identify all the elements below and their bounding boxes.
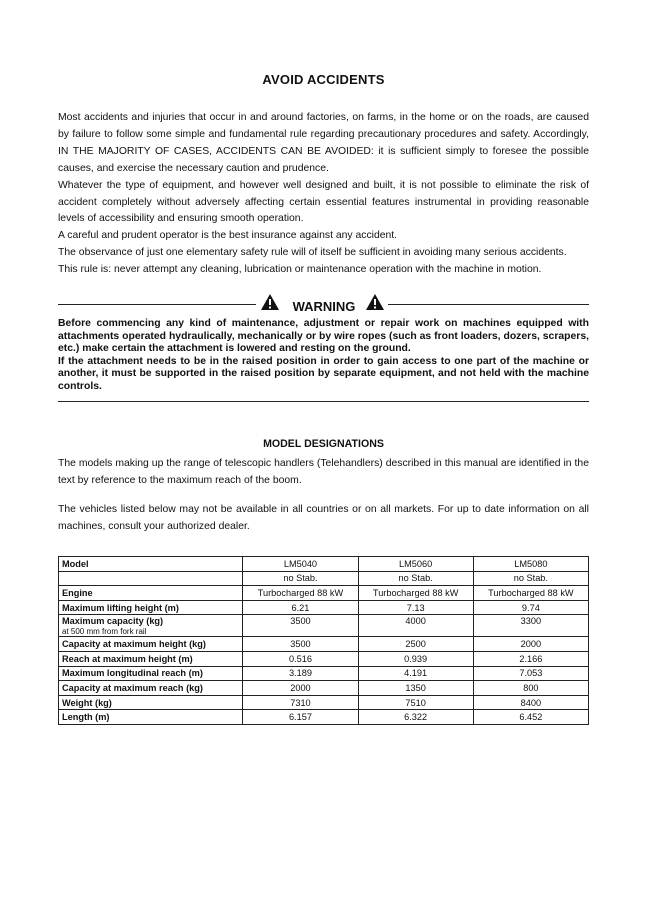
row-label: Reach at maximum height (m)	[62, 653, 193, 664]
warning-title: WARNING	[292, 299, 356, 314]
value-cell: 7.053	[473, 666, 588, 681]
header-cell: LM5060	[358, 557, 473, 572]
table-row	[59, 695, 589, 710]
availability-note	[58, 502, 589, 535]
row-note: at 500 mm from fork rail	[62, 627, 147, 637]
value-cell: 0.939	[358, 651, 473, 666]
value-cell: 3500	[243, 637, 358, 652]
warning-triangle-icon	[260, 293, 280, 311]
value-cell: 1350	[358, 681, 473, 696]
row-label: Length (m)	[62, 712, 110, 723]
subheader-cell: no Stab.	[358, 571, 473, 586]
row-label: Capacity at maximum height (kg)	[62, 639, 206, 650]
row-label-cell	[59, 681, 243, 696]
value-cell: 4.191	[358, 666, 473, 681]
table-subheader-row	[59, 571, 589, 586]
header-cell: LM5080	[473, 557, 588, 572]
value-cell: 7.13	[358, 600, 473, 615]
models-paragraph: The models making up the range of telescopic handlers (Telehandlers) described in this manual are identified in the text by reference to the maximum reach of the boom.	[58, 458, 589, 486]
table-row	[59, 637, 589, 652]
intro-paragraph: This rule is: never attempt any cleaning, lubrication or maintenance operation with the machine in motion.	[58, 264, 542, 276]
value-cell: 3500	[243, 615, 358, 637]
models-paragraph: The vehicles listed below may not be available in all countries or on all markets. For up to date information on all machines, consult your authorized dealer.	[58, 504, 589, 532]
value-cell: 2000	[243, 681, 358, 696]
value-cell: 8400	[473, 695, 588, 710]
section-title: MODEL DESIGNATIONS	[263, 438, 384, 450]
row-label: Weight (kg)	[62, 697, 112, 708]
subheader-cell	[59, 571, 243, 586]
row-label-cell	[59, 695, 243, 710]
value-cell: 0.516	[243, 651, 358, 666]
value-cell: Turbocharged 88 kW	[243, 586, 358, 601]
warning-rule-right	[388, 304, 589, 305]
value-cell: Turbocharged 88 kW	[358, 586, 473, 601]
warning-header	[58, 293, 589, 317]
row-label: Engine	[62, 587, 93, 598]
subheader-cell: no Stab.	[243, 571, 358, 586]
row-label-cell	[59, 710, 243, 725]
page-title: AVOID ACCIDENTS	[262, 72, 385, 87]
intro-paragraph: A careful and prudent operator is the best insurance against any accident.	[58, 230, 398, 242]
row-label: Maximum longitudinal reach (m)	[62, 668, 203, 679]
models-description	[58, 456, 589, 489]
value-cell: 3.189	[243, 666, 358, 681]
table-row	[59, 586, 589, 601]
model-spec-table	[58, 556, 589, 725]
row-label-cell	[59, 600, 243, 615]
value-cell: 800	[473, 681, 588, 696]
value-cell: 7510	[358, 695, 473, 710]
subheader-cell: no Stab.	[473, 571, 588, 586]
warning-bottom-rule	[58, 401, 589, 402]
table-row	[59, 615, 589, 637]
value-cell: 3300	[473, 615, 588, 637]
warning-paragraph: Before commencing any kind of maintenance, adjustment or repair work on machines equipped with attachments operated hydraulically, mechanically or by wire ropes (such as front loaders, dozers, scrapers, etc.) make certain the attachment is lowered and resting on the ground.	[58, 318, 589, 355]
warning-triangle-icon	[365, 293, 385, 311]
value-cell: 6.21	[243, 600, 358, 615]
table-row	[59, 651, 589, 666]
row-label: Maximum lifting height (m)	[62, 602, 179, 613]
row-label-cell	[59, 651, 243, 666]
warning-paragraph: If the attachment needs to be in the raised position in order to gain access to one part of the machine or another, it must be supported in the raised position by separate equipment, and not held with the machine controls.	[58, 355, 589, 392]
intro-paragraph: The observance of just one elementary safety rule will of itself be sufficient in avoiding many serious accidents.	[58, 247, 567, 259]
row-label: Maximum capacity (kg)	[62, 616, 164, 627]
value-cell: 7310	[243, 695, 358, 710]
value-cell: Turbocharged 88 kW	[473, 586, 588, 601]
value-cell: 4000	[358, 615, 473, 637]
value-cell: 2000	[473, 637, 588, 652]
row-label-cell	[59, 637, 243, 652]
table-header-row	[59, 557, 589, 572]
warning-rule-left	[58, 304, 256, 305]
intro-text	[58, 110, 589, 279]
header-cell: Model	[59, 557, 243, 572]
table-row	[59, 710, 589, 725]
value-cell: 2.166	[473, 651, 588, 666]
row-label: Capacity at maximum reach (kg)	[62, 682, 203, 693]
value-cell: 9.74	[473, 600, 588, 615]
value-cell: 6.322	[358, 710, 473, 725]
row-label-cell	[59, 586, 243, 601]
warning-text	[58, 318, 589, 394]
intro-paragraph: Whatever the type of equipment, and however well designed and built, it is not possible to eliminate the risk of accident completely without adversely affecting certain essential features instrumental in providing reasonable levels of accessibility and ensuring smooth operation.	[58, 179, 589, 225]
value-cell: 2500	[358, 637, 473, 652]
row-label-cell	[59, 666, 243, 681]
table-row	[59, 666, 589, 681]
table-row	[59, 681, 589, 696]
header-cell: LM5040	[243, 557, 358, 572]
value-cell: 6.157	[243, 710, 358, 725]
row-label-cell	[59, 615, 243, 637]
value-cell: 6.452	[473, 710, 588, 725]
intro-paragraph: Most accidents and injuries that occur in and around factories, on farms, in the home or on the roads, are caused by failure to follow some simple and fundamental rule regarding precautionary procedures and safety. Accordingly, IN THE MAJORITY OF CASES, ACCIDENTS CAN BE AVOIDED: it is sufficient simply to foresee the possible causes, and exercise the necessary caution and prudence.	[58, 112, 589, 174]
table-row	[59, 600, 589, 615]
